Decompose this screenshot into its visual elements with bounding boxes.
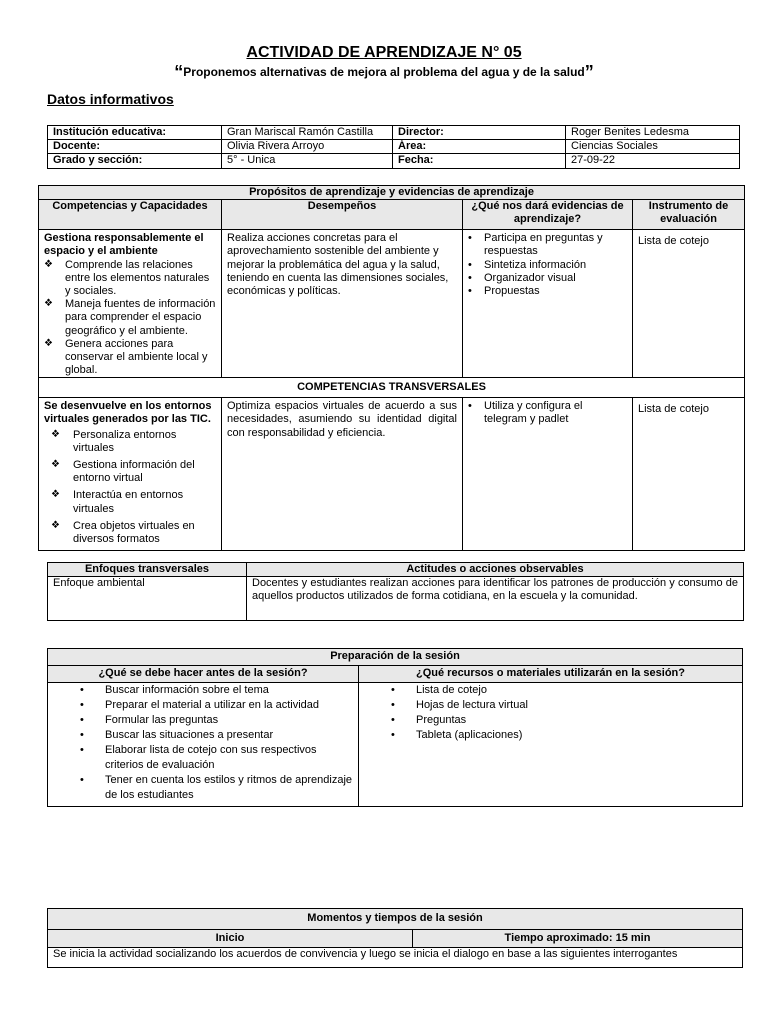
list-item: • Formular las preguntas	[53, 713, 353, 728]
tiempo-header: Tiempo aproximado: 15 min	[413, 930, 743, 948]
datos-heading: Datos informativos	[47, 91, 174, 107]
list-item: ❖ Gestiona información del entorno virtual	[44, 459, 216, 485]
list-item: • Preparar el material a utilizar en la actividad	[53, 698, 353, 713]
datos-value: Ciencias Sociales	[566, 140, 740, 154]
list-item: • Hojas de lectura virtual	[364, 698, 737, 713]
instrumento-text: Lista de cotejo	[633, 398, 745, 551]
col-header: Enfoques transversales	[48, 563, 247, 577]
col-header: Instrumento de evaluación	[633, 200, 745, 230]
transversales-title: COMPETENCIAS TRANSVERSALES	[39, 378, 745, 398]
document-subtitle	[0, 62, 768, 84]
col-header: ¿Qué nos dará evidencias de aprendizaje?	[463, 200, 633, 230]
datos-label: Grado y sección:	[48, 154, 222, 168]
list-item: • Lista de cotejo	[364, 683, 737, 698]
list-item: ❖ Maneja fuentes de información para comprender el espacio geográfico y el ambiente.	[44, 298, 216, 338]
competencia-name: Se desenvuelve en los entornos virtuales generados por las TIC.	[44, 400, 212, 426]
datos-value: 5° - Unica	[222, 154, 393, 168]
list-item: • Elaborar lista de cotejo con sus respectivos criterios de evaluación	[53, 743, 353, 773]
datos-value: Gran Mariscal Ramón Castilla	[222, 126, 393, 140]
datos-label: Área:	[393, 140, 566, 154]
datos-label: Director:	[393, 126, 566, 140]
desempeno-text: Realiza acciones concretas para el aprovechamiento sostenible del ambiente y mejorar la problemática del agua y la salud, teniendo en cuenta las dimensiones sociales, económicas y políticas.	[222, 230, 463, 378]
list-item: • Propuestas	[462, 285, 627, 298]
list-item: • Tener en cuenta los estilos y ritmos de aprendizaje de los estudiantes	[53, 773, 353, 803]
capacidades-list	[44, 429, 216, 547]
list-item: • Utiliza y configura el telegram y padlet	[462, 400, 627, 426]
preparacion-title: Preparación de la sesión	[48, 649, 743, 666]
actitud-text: Docentes y estudiantes realizan acciones para identificar los patrones de producción y consumo de aquellos productos utilizados de forma cotidiana, en la escuela y la comunidad.	[247, 577, 744, 621]
enfoque-text: Enfoque ambiental	[48, 577, 247, 621]
list-item: • Sintetiza información	[462, 259, 627, 272]
list-item: ❖ Comprende las relaciones entre los elementos naturales y sociales.	[44, 259, 216, 299]
evidencias-list	[462, 400, 627, 426]
preparacion-table	[47, 648, 743, 807]
propositos-table	[38, 185, 745, 551]
datos-label: Fecha:	[393, 154, 566, 168]
momentos-title: Momentos y tiempos de la sesión	[48, 909, 743, 930]
list-item: • Organizador visual	[462, 272, 627, 285]
datos-value: Olivia Rivera Arroyo	[222, 140, 393, 154]
datos-row	[48, 154, 740, 168]
inicio-header: Inicio	[48, 930, 413, 948]
recursos-list	[364, 683, 737, 743]
document-title: ACTIVIDAD DE APRENDIZAJE N° 05	[246, 44, 522, 61]
list-item: • Tableta (aplicaciones)	[364, 728, 737, 743]
datos-value: Roger Benites Ledesma	[566, 126, 740, 140]
competencia-name: Gestiona responsablemente el espacio y el ambiente	[44, 232, 204, 258]
datos-label: Docente:	[48, 140, 222, 154]
capacidades-list	[44, 259, 216, 378]
list-item: ❖ Genera acciones para conservar el ambiente local y global.	[44, 338, 216, 378]
propositos-title: Propósitos de aprendizaje y evidencias de aprendizaje	[39, 186, 745, 200]
col-header: Competencias y Capacidades	[39, 200, 222, 230]
list-item: • Buscar las situaciones a presentar	[53, 728, 353, 743]
momentos-table	[47, 908, 743, 968]
evidencias-list	[462, 232, 627, 298]
col-header: Actitudes o acciones observables	[247, 563, 744, 577]
datos-table	[47, 125, 740, 169]
momentos-text: Se inicia la actividad socializando los acuerdos de convivencia y luego se inicia el dialogo en base a las siguientes interrogantes	[48, 948, 743, 968]
list-item: • Participa en preguntas y respuestas	[462, 232, 627, 258]
open-quote: “	[174, 62, 184, 82]
list-item: ❖ Crea objetos virtuales en diversos formatos	[44, 520, 216, 546]
instrumento-text: Lista de cotejo	[633, 230, 745, 378]
list-item: ❖ Interactúa en entornos virtuales	[44, 489, 216, 515]
col-header: Desempeños	[222, 200, 463, 230]
col-header: ¿Qué se debe hacer antes de la sesión?	[48, 666, 359, 683]
datos-label: Institución educativa:	[48, 126, 222, 140]
close-quote: ”	[584, 62, 594, 82]
datos-value: 27-09-22	[566, 154, 740, 168]
col-header: ¿Qué recursos o materiales utilizarán en la sesión?	[359, 666, 743, 683]
list-item: ❖ Personaliza entornos virtuales	[44, 429, 216, 455]
list-item: • Buscar información sobre el tema	[53, 683, 353, 698]
subtitle-text: Proponemos alternativas de mejora al problema del agua y de la salud	[183, 65, 585, 79]
list-item: • Preguntas	[364, 713, 737, 728]
competencia-row	[39, 398, 745, 551]
datos-row	[48, 140, 740, 154]
antes-list	[53, 683, 353, 803]
enfoques-table	[47, 562, 744, 621]
competencia-row	[39, 230, 745, 378]
desempeno-text: Optimiza espacios virtuales de acuerdo a sus necesidades, asumiendo su identidad digital con responsabilidad y eficiencia.	[222, 398, 463, 551]
datos-row	[48, 126, 740, 140]
